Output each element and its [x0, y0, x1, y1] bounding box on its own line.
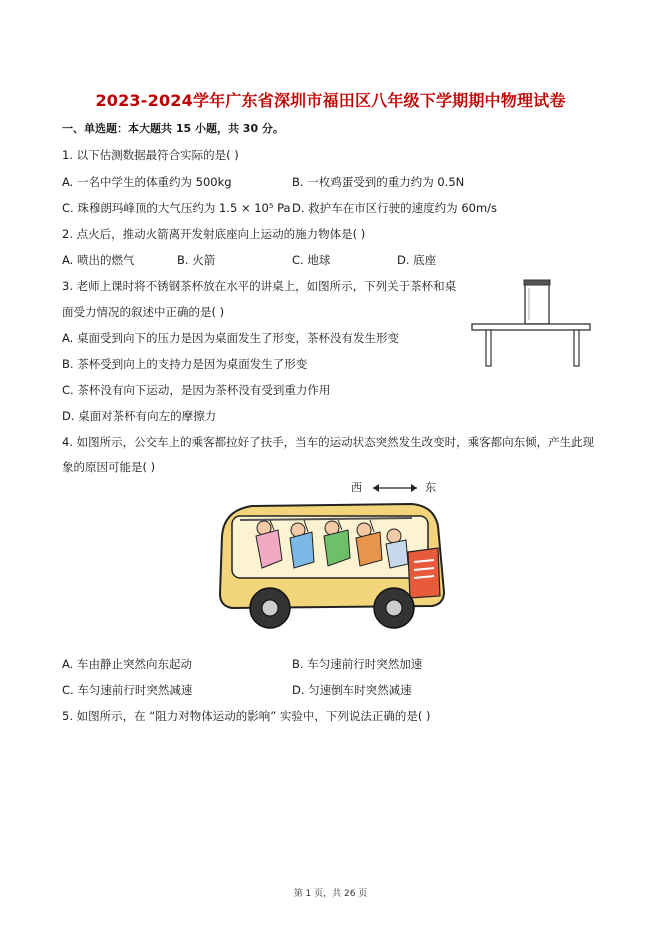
question-4-option-a: A. 车由静止突然向东起动 [62, 657, 192, 671]
question-3-option-b: B. 茶杯受到向上的支持力是因为桌面发生了形变 [62, 357, 308, 371]
question-2-stem: 2. 点火后，推动火箭离开发射底座向上运动的施力物体是( ) [62, 227, 366, 241]
question-4-option-d: D. 匀速倒车时突然减速 [292, 683, 412, 697]
question-3-stem-line2: 面受力情况的叙述中正确的是( ) [62, 305, 225, 319]
question-2-option-a: A. 喷出的燃气 [62, 253, 135, 267]
question-4-option-c: C. 车匀速前行时突然减速 [62, 683, 193, 697]
question-4-stem-line2: 象的原因可能是( ) [62, 460, 156, 474]
teacup-icon [524, 280, 550, 324]
page-footer: 第 1 页，共 26 页 [293, 889, 368, 899]
question-3-stem-line1: 3. 老师上课时将不锈钢茶杯放在水平的讲桌上，如图所示，下列关于茶杯和桌 [62, 279, 457, 293]
question-2-option-b: B. 火箭 [177, 253, 216, 267]
question-3-option-c: C. 茶杯没有向下运动，是因为茶杯没有受到重力作用 [62, 383, 331, 397]
table-icon [472, 324, 590, 366]
question-1-option-b: B. 一枚鸡蛋受到的重力约为 0.5N [292, 175, 465, 189]
question-5-stem: 5. 如图所示，在 “阻力对物体运动的影响” 实验中，下列说法正确的是( ) [62, 709, 431, 723]
west-label: 西 [351, 481, 362, 494]
east-label: 东 [425, 481, 436, 494]
question-3-option-d: D. 桌面对茶杯有向左的摩擦力 [62, 409, 217, 423]
question-2-option-c: C. 地球 [292, 253, 331, 267]
question-1-option-a: A. 一名中学生的体重约为 500kg [62, 175, 232, 189]
question-2-option-d: D. 底座 [397, 253, 437, 267]
question-4-option-b: B. 车匀速前行时突然加速 [292, 657, 423, 671]
question-4-stem-line1: 4. 如图所示，公交车上的乘客都拉好了扶手，当车的运动状态突然发生改变时，乘客都向东倾，产生此现 [62, 435, 595, 449]
page-title: 2023-2024学年广东省深圳市福田区八年级下学期期中物理试卷 [95, 91, 566, 110]
question-1-stem: 1. 以下估测数据最符合实际的是( ) [62, 148, 239, 162]
direction-arrow-icon [369, 481, 421, 495]
section-heading: 一、单选题：本大题共 15 小题，共 30 分。 [62, 122, 284, 135]
question-1-option-d: D. 救护车在市区行驶的速度约为 60m/s [292, 201, 498, 215]
bus-passengers-figure [212, 496, 450, 634]
cup-on-table-figure [468, 276, 596, 368]
question-1-option-c: C. 珠穆朗玛峰顶的大气压约为 1.5 × 10⁵ Pa [62, 201, 291, 215]
question-3-option-a: A. 桌面受到向下的压力是因为桌面发生了形变，茶杯没有发生形变 [62, 331, 399, 345]
